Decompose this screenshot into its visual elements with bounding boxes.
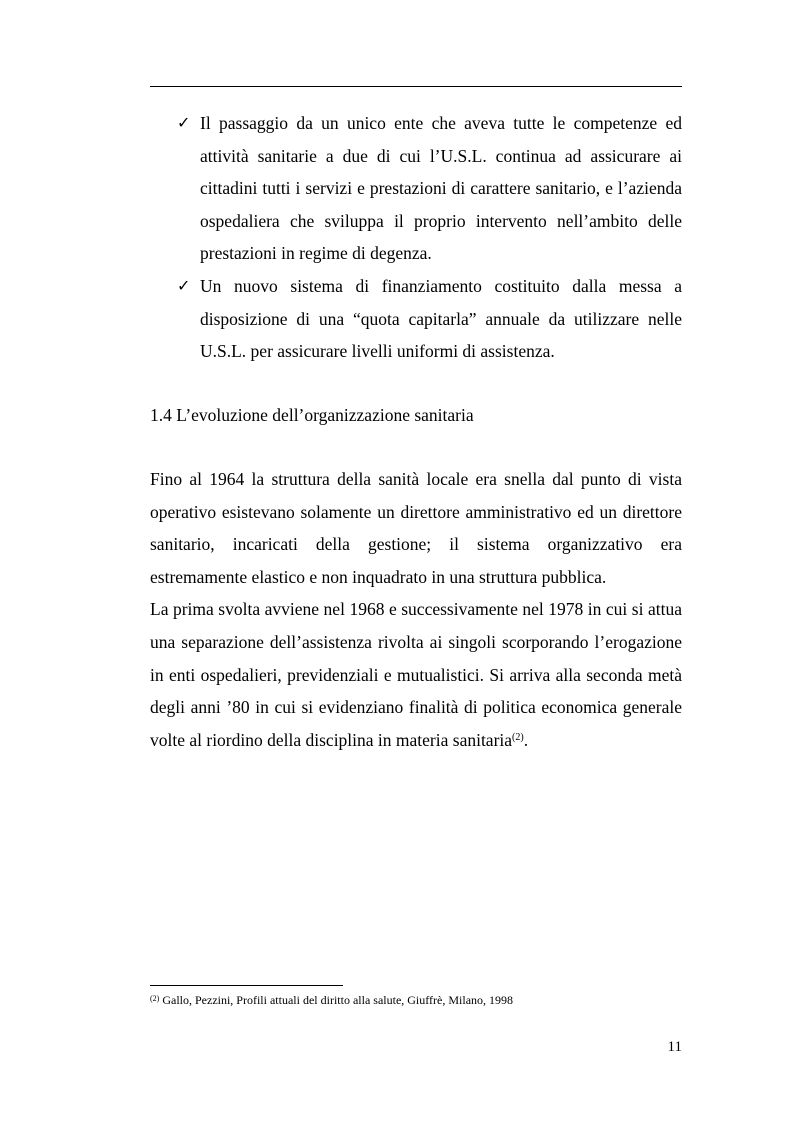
- paragraph-text: La prima svolta avviene nel 1968 e successivamente nel 1978 in cui si attua una separazione dell’assistenza rivolta ai singoli scorporando l’erogazione in enti ospedalieri, previdenziali e mutualistici. Si arriva alla seconda metà degli anni ’80 in cui si evidenziano finalità di politica economica generale volte al riordino della disciplina in materia sanitaria: [150, 599, 682, 750]
- paragraph: Fino al 1964 la struttura della sanità locale era snella dal punto di vista operativo esistevano solamente un direttore amministrativo ed un direttore sanitario, incaricati della gestione; il sistema organizzativo era estremamente elastico e non inquadrato in una struttura pubblica.: [150, 469, 682, 587]
- section-body: [150, 463, 682, 756]
- bullet-text: Un nuovo sistema di finanziamento costituito dalla messa a disposizione di una “quota capitarla” annuale da utilizzare nelle U.S.L. per assicurare livelli uniformi di assistenza.: [200, 275, 682, 362]
- footnote-rule: [150, 985, 343, 986]
- paragraph-end: .: [523, 729, 529, 750]
- footnote: [150, 992, 513, 1008]
- header-rule: [150, 86, 682, 87]
- paragraph: [150, 593, 682, 756]
- footnote-marker: (2): [150, 994, 160, 1003]
- footnote-text: Gallo, Pezzini, Profili attuali del diritto alla salute, Giuffrè, Milano, 1998: [159, 993, 514, 1007]
- bullet-list: [150, 107, 682, 368]
- page-number: 11: [667, 1039, 682, 1055]
- check-icon: ✓: [177, 113, 191, 132]
- check-icon: ✓: [177, 275, 191, 295]
- bullet-text: Il passaggio da un unico ente che aveva tutte le competenze ed attività sanitarie a due di cui l’U.S.L. continua ad assicurare ai cittadini tutti i servizi e prestazioni di carattere sanitario, e l’azienda ospedaliera che sviluppa il proprio intervento nell’ambito delle prestazioni in regime di degenza.: [200, 113, 682, 264]
- bullet-item: [150, 107, 682, 270]
- section-heading: 1.4 L’evoluzione dell’organizzazione sanitaria: [150, 405, 474, 425]
- footnote-reference[interactable]: (2): [512, 731, 524, 743]
- bullet-item: [150, 270, 682, 368]
